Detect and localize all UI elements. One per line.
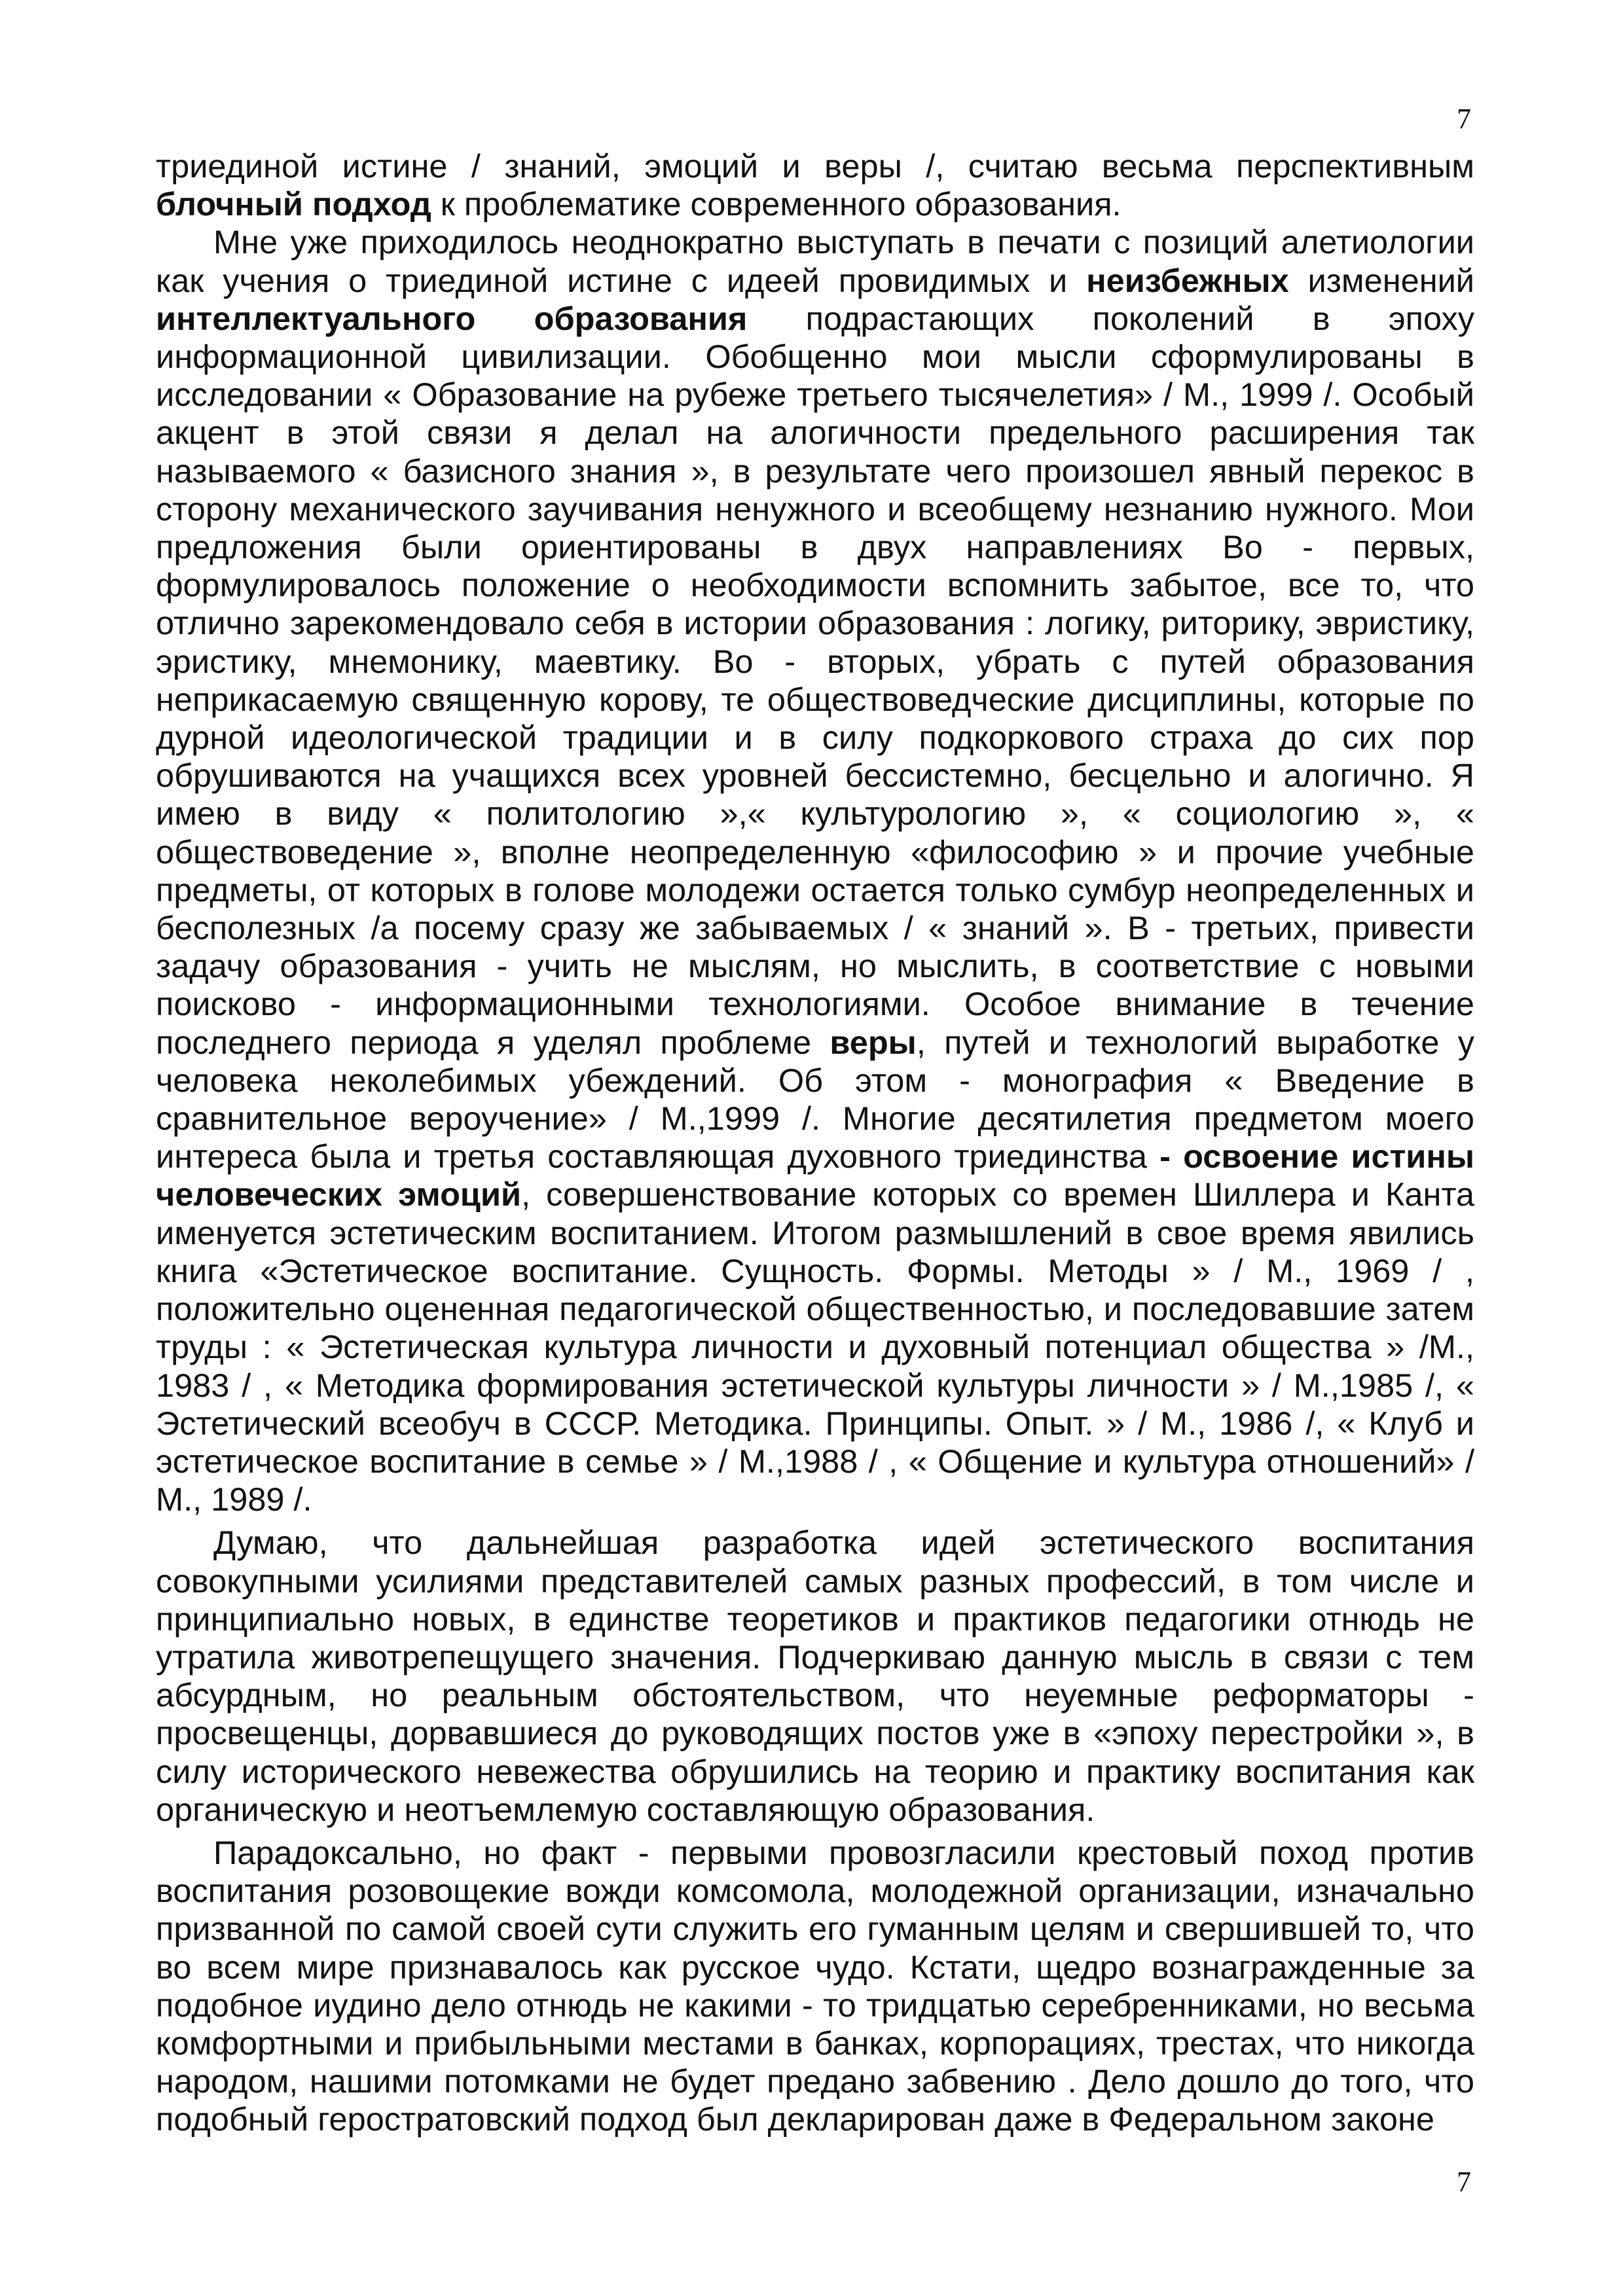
text-segment: Парадоксально, но факт - первыми провозгласили крестовый поход против воспитания розовощекие вожди комсомола, молодежной организации, изначально призванной по самой своей сути служить его гуманным целям и свершившей то, что во всем мире признавалось как русское чудо. Кстати, щедро вознагражденные за подобное иудино дело отнюдь не какими - то тридцатью серебренниками, но весьма комфортными и прибыльными местами в банках, корпорациях, трестах, что никогда народом, нашими потомками не будет предано забвению . Дело дошло до того, что подобный геростратовский подход был декларирован даже в Федеральном законе (156, 1833, 1474, 2138)
document-body (156, 147, 1474, 2139)
page-number-bottom: 7 (1457, 2166, 1471, 2198)
paragraph-3 (156, 1524, 1474, 1829)
text-segment: подрастающих поколений в эпоху информационной цивилизации. Обобщенно мои мысли сформулированы в исследовании « Образование на рубеже третьего тысячелетия» / М., 1999 /. Особый акцент в этой связи я делал на алогичности предельного расширения так называемого « базисного знания », в результате чего произошел явный перекос в сторону механического заучивания ненужного и всеобщему незнанию нужного. Мои предложения были ориентированы в двух направлениях Во - первых, формулировалось положение о необходимости вспомнить забытое, все то, что отлично зарекомендовало себя в истории образования : логику, риторику, эвристику, эристику, мнемонику, маевтику. Во - вторых, убрать с путей образования неприкасаемую священную корову, те обществоведческие дисциплины, которые по дурной идеологической традиции и в силу подкоркового страха до сих пор обрушиваются на учащихся всех уровней бессистемно, бесцельно и алогично. Я имею в виду « политологию »,« культурологию », « социологию », « обществоведение », вполне неопределенную «философию » и прочие учебные предметы, от которых в голове молодежи остается только сумбур неопределенных и бесполезных /а посему сразу же забываемых / « знаний ». В - третьих, привести задачу образования - учить не мыслям, но мыслить, в соответствие с новыми поисково - информационными технологиями. Особое внимание в течение последнего периода я уделял проблеме (156, 299, 1474, 1061)
paragraph-1 (156, 147, 1474, 223)
text-segment-bold: веры (830, 1023, 917, 1061)
page-number-top: 7 (1457, 103, 1471, 135)
text-segment-bold: блочный подход (156, 185, 431, 223)
text-segment: Думаю, что дальнейшая разработка идей эстетического воспитания совокупными усилиями представителей самых разных профессий, в том числе и принципиально новых, в единстве теоретиков и практиков педагогики отнюдь не утратила животрепещущего значения. Подчеркиваю данную мысль в связи с тем абсурдным, но реальным обстоятельством, что неуемные реформаторы - просвещенцы, дорвавшиеся до руководящих постов уже в «эпоху перестройки », в силу исторического невежества обрушились на теорию и практику воспитания как органическую и неотъемлемую составляющую образования. (156, 1524, 1474, 1828)
text-segment: Мне уже приходилось неоднократно выступать в печати с позиций алетиологии как учения о триединой истине с идеей провидимых и (156, 223, 1474, 299)
text-segment-bold: неизбежных (1086, 261, 1289, 299)
text-segment: , совершенствование которых со времен Шиллера и Канта именуется эстетическим воспитанием. Итогом размышлений в свое время явились книга «Эстетическое воспитание. Сущность. Формы. Методы » / М., 1969 / , положительно оцененная педагогической общественностью, и последовавшие затем труды : « Эстетическая культура личности и духовный потенциал общества » /М., 1983 / , « Методика формирования эстетической культуры личности » / М.,1985 /, « Эстетический всеобуч в СССР. Методика. Принципы. Опыт. » / М., 1986 /, « Клуб и эстетическое воспитание в семье » / М.,1988 / , « Общение и культура отношений» / М., 1989 /. (156, 1175, 1474, 1518)
text-segment: изменений (1288, 261, 1475, 299)
text-segment: триединой истине / знаний, эмоций и веры /, считаю весьма перспективным (156, 147, 1474, 185)
text-segment-bold: - освоение истины человеческих эмоций (156, 1138, 1474, 1213)
text-segment: к проблематике современного образования. (431, 185, 1122, 223)
paragraph-4 (156, 1834, 1474, 2139)
text-segment: , путей и технологий выработке у человека неколебимых убеждений. Об этом - монография « Введение в сравнительное вероучение» / М.,1999 /. Многие десятилетия предметом моего интереса была и третья составляющая духовного триединства (156, 1023, 1474, 1175)
paragraph-2 (156, 223, 1474, 1518)
text-segment-bold: интеллектуального образования (156, 299, 748, 337)
